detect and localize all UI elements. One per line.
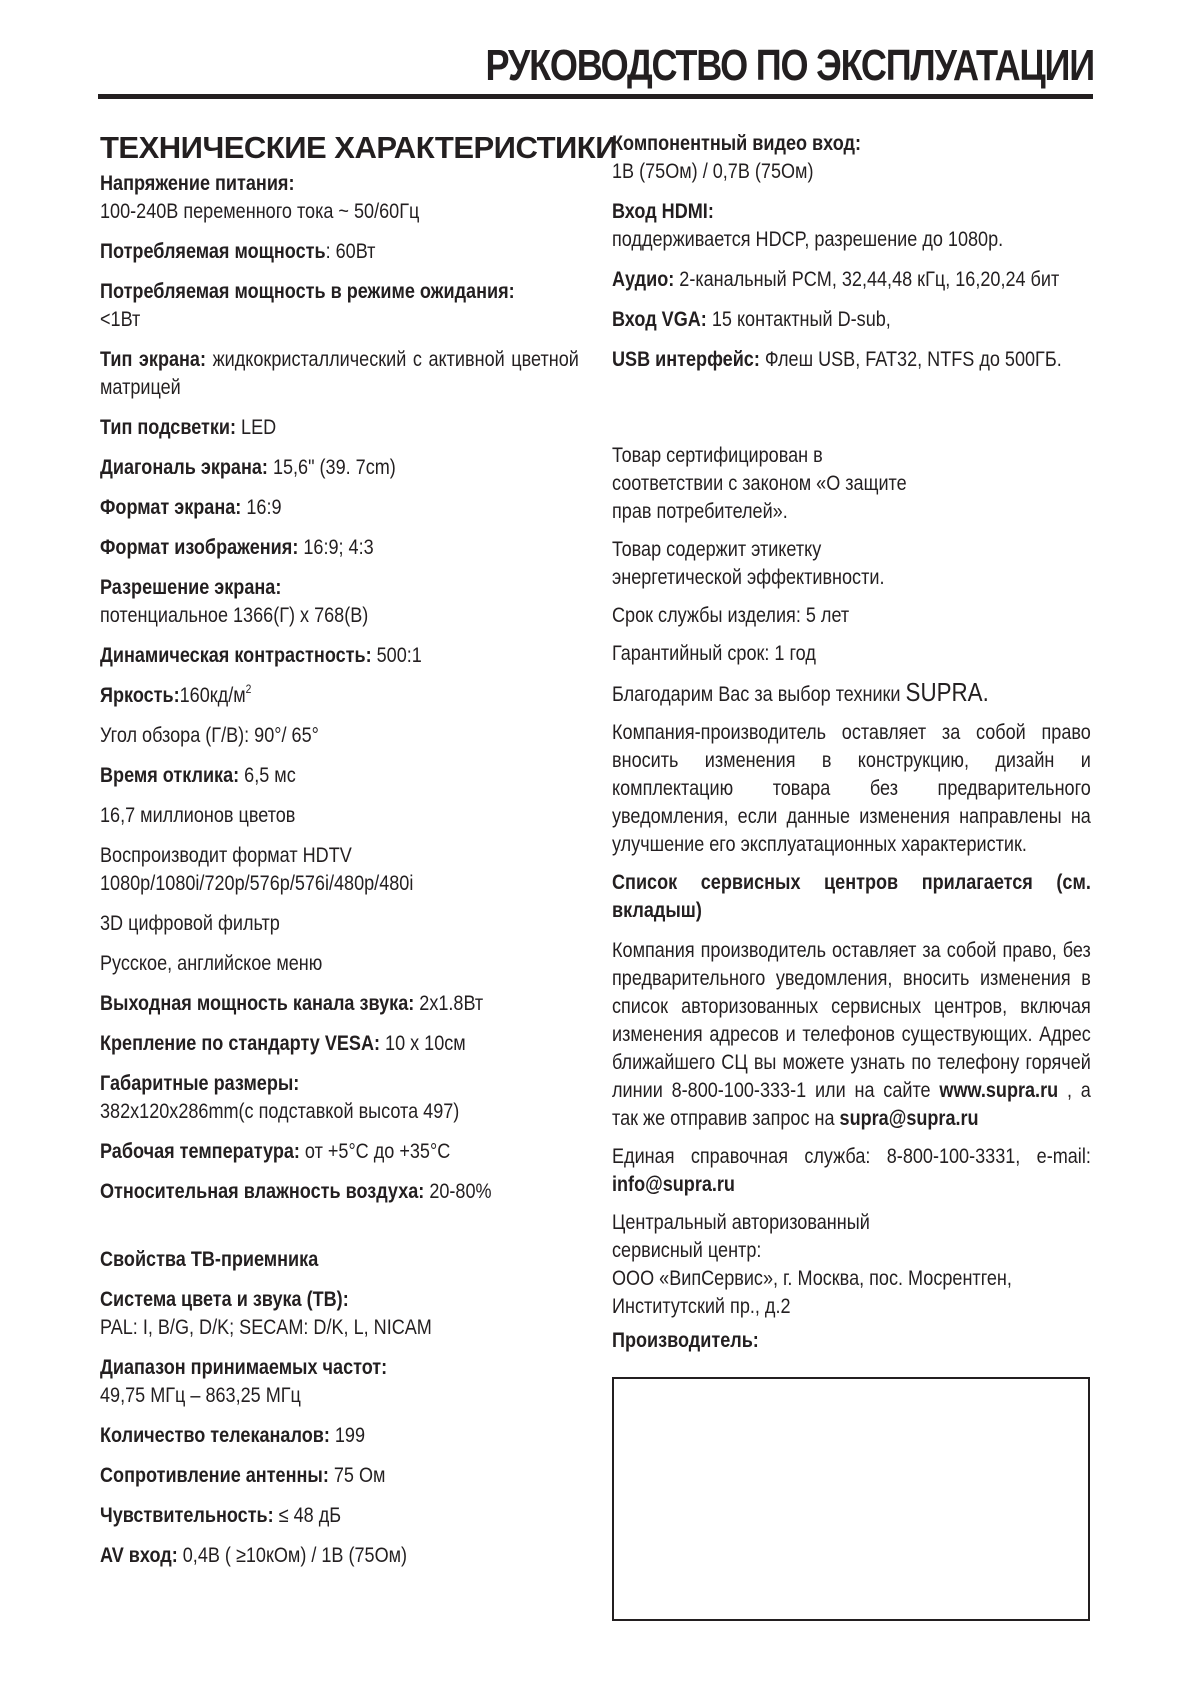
service-list-heading: Список сервисных центров прилагается (см. вкладыш) (612, 871, 1091, 922)
thanks-text: Благодарим Вас за выбор техники (612, 683, 906, 706)
spec-value: LED (236, 416, 277, 439)
spec-item (100, 1542, 579, 1570)
spec-item (100, 950, 579, 978)
spec-item (100, 346, 579, 402)
spec-label: Диагональ экрана: (100, 456, 268, 479)
spec-value: 2х1.8Вт (414, 992, 484, 1015)
spec-item (100, 238, 579, 266)
spec-value: 49,75 МГц – 863,25 МГц (100, 1384, 301, 1407)
spec-value: 75 Ом (328, 1464, 386, 1487)
spec-value: 15,6" (39. 7cm) (267, 456, 396, 479)
central-service (612, 1209, 1091, 1321)
spec-item (100, 534, 579, 562)
spec-value: Угол обзора (Г/В): 90°/ 65° (100, 724, 319, 747)
spec-value: 16,7 миллионов цветов (100, 804, 296, 827)
spec-label: Диапазон принимаемых частот: (100, 1356, 388, 1379)
spec-label: Чувствительность: (100, 1504, 274, 1527)
spec-value: 500:1 (371, 644, 422, 667)
spec-value: Флеш USB, FAT32, NTFS до 500ГБ. (759, 348, 1062, 371)
energy-label-text: Товар содержит этикетку энергетической эффективности. (612, 538, 885, 589)
page-title: РУКОВОДСТВО ПО ЭКСПЛУАТАЦИИ (485, 41, 1094, 90)
specs-list (100, 170, 579, 1582)
service-life-text: Срок службы изделия: 5 лет (612, 604, 850, 627)
spec-value: 100-240В переменного тока ~ 50/60Гц (100, 200, 420, 223)
spec-superscript: 2 (245, 682, 252, 696)
spec-item (100, 910, 579, 938)
spec-label: USB интерфейс: (612, 348, 760, 371)
spec-label: Система цвета и звука (ТВ): (100, 1288, 349, 1311)
spec-item (100, 990, 579, 1018)
brand-name: SUPRA. (905, 677, 989, 707)
spec-item (612, 266, 1091, 294)
spec-item (100, 1070, 579, 1126)
spec-item (100, 762, 579, 790)
tv-section-title: Свойства ТВ-приемника (100, 1248, 319, 1271)
spec-label: Потребляемая мощность (100, 240, 326, 263)
spec-item (100, 722, 579, 750)
spec-label: Формат экрана: (100, 496, 242, 519)
spacer (612, 414, 1091, 442)
right-content (612, 130, 1091, 1367)
spec-value: Воспроизводит формат HDTV 1080p/1080i/720p/576p/576i/480p/480i (100, 844, 414, 895)
helpdesk-text: Единая справочная служба: 8-800-100-3331, e-mail: (612, 1145, 1091, 1168)
spec-value: 1В (75Ом) / 0,7В (75Ом) (612, 160, 814, 183)
right-column (612, 130, 1092, 1367)
spec-label: AV вход: (100, 1544, 178, 1567)
spec-item (100, 1286, 579, 1342)
spec-item (100, 1354, 579, 1410)
spec-label: Формат изображения: (100, 536, 299, 559)
left-column (100, 130, 617, 1582)
spec-label: Тип подсветки: (100, 416, 237, 439)
website-link[interactable]: www.supra.ru (939, 1079, 1059, 1102)
spec-value: Русское, английское меню (100, 952, 323, 975)
spec-item (100, 414, 579, 442)
spec-label: Вход VGA: (612, 308, 707, 331)
spec-item (100, 1030, 579, 1058)
spec-label: Тип экрана: (100, 348, 206, 371)
central-service-label: Центральный авторизованный сервисный центр: (612, 1211, 870, 1262)
spec-item (100, 842, 579, 898)
spec-item (100, 642, 579, 670)
spec-label: Аудио: (612, 268, 675, 291)
spec-item (100, 1462, 579, 1490)
title-rule (98, 94, 1093, 99)
spec-value: 15 контактный D-sub, (706, 308, 891, 331)
spec-value: 199 (329, 1424, 366, 1447)
manufacturer-box (612, 1377, 1090, 1621)
spec-item (100, 278, 579, 334)
spec-item (612, 130, 1091, 186)
specs-section-title: ТЕХНИЧЕСКИЕ ХАРАКТЕРИСТИКИ (100, 130, 617, 165)
spec-label: Количество телеканалов: (100, 1424, 330, 1447)
spec-value: 382x120x286mm(с подставкой высота 497) (100, 1100, 460, 1123)
central-service-address: ООО «ВипСервис», г. Москва, пос. Мосрентген, Институтский пр., д.2 (612, 1267, 1012, 1318)
spacer (612, 386, 1091, 414)
spec-item (100, 1422, 579, 1450)
spec-value: : 60Вт (325, 240, 376, 263)
spec-label: Яркость: (100, 684, 180, 707)
spec-item (100, 802, 579, 830)
thanks-line (612, 678, 1091, 709)
spacer (100, 1218, 579, 1246)
spec-item (612, 306, 1091, 334)
spec-item (100, 682, 579, 710)
spec-value: <1Вт (100, 308, 141, 331)
spec-label: Потребляемая мощность в режиме ожидания: (100, 280, 515, 303)
warranty-text: Гарантийный срок: 1 год (612, 642, 816, 665)
spec-label: Рабочая температура: (100, 1140, 300, 1163)
changes-notice: Компания-производитель оставляет за собой право вносить изменения в конструкцию, дизайн и комплектацию товара без предварительного уведомления, если данные изменения направлены на улучшение его эксплуатационных характеристик. (612, 721, 1091, 856)
service-notice-text: Компания производитель оставляет за собой право, без предварительного уведомления, вносить изменения в список авторизованных сервисных центров, включая изменения адресов и телефонов существующих. Адрес ближайшего СЦ вы можете узнать по телефону горячей линии 8-800-100-333-1 или на сайте (612, 939, 1091, 1102)
spec-item (100, 170, 579, 226)
helpdesk (612, 1143, 1091, 1199)
spec-item (100, 454, 579, 482)
io-specs-list (612, 130, 1091, 374)
spec-value: 2-канальный PCM, 32,44,48 кГц, 16,20,24 бит (674, 268, 1060, 291)
spec-value: потенциальное 1366(Г) х 768(В) (100, 604, 369, 627)
spec-label: Разрешение экрана: (100, 576, 282, 599)
spec-value: 16:9 (241, 496, 282, 519)
request-email-link[interactable]: supra@supra.ru (839, 1107, 979, 1130)
spec-value: жидкокристаллический с активной цветной матрицей (100, 348, 579, 399)
spec-label: Напряжение питания: (100, 172, 295, 195)
spec-label: Время отклика: (100, 764, 240, 787)
spec-label: Сопротивление антенны: (100, 1464, 329, 1487)
spec-value: 160кд/м (179, 684, 246, 707)
spec-value: ≤ 48 дБ (273, 1504, 342, 1527)
certified-text: Товар сертифицирован в соответствии с законом «О защите прав потребителей». (612, 444, 907, 523)
spec-item (100, 494, 579, 522)
spec-item (612, 346, 1091, 374)
spec-label: Крепление по стандарту VESA: (100, 1032, 381, 1055)
spec-label: Выходная мощность канала звука: (100, 992, 415, 1015)
spec-item (612, 198, 1091, 254)
service-notice (612, 937, 1091, 1133)
spec-item (100, 1502, 579, 1530)
spec-label: Относительная влажность воздуха: (100, 1180, 425, 1203)
spec-value: 16:9; 4:3 (298, 536, 374, 559)
spec-value: 0,4В ( ≥10кОм) / 1В (75Ом) (177, 1544, 408, 1567)
spec-label: Габаритные размеры: (100, 1072, 300, 1095)
spec-value: от +5°С до +35°С (299, 1140, 451, 1163)
spec-value: 3D цифровой фильтр (100, 912, 280, 935)
spec-label: Вход HDMI: (612, 200, 714, 223)
service-notice-text-2: , а так же отправив запрос на (612, 1079, 1091, 1130)
helpdesk-email-link[interactable]: info@supra.ru (612, 1173, 735, 1196)
spec-value: 20-80% (424, 1180, 492, 1203)
spec-item (100, 574, 579, 630)
spec-item (100, 1138, 579, 1166)
manufacturer-label: Производитель: (612, 1329, 759, 1352)
spec-label: Компонентный видео вход: (612, 132, 862, 155)
spec-label: Динамическая контрастность: (100, 644, 372, 667)
spec-value: 10 х 10см (380, 1032, 466, 1055)
spec-value: 6,5 мс (239, 764, 296, 787)
spec-value: PAL: I, B/G, D/K; SECAM: D/K, L, NICAM (100, 1316, 432, 1339)
spec-item (100, 1178, 579, 1206)
spec-value: поддерживается HDCP, разрешение до 1080p. (612, 228, 1004, 251)
